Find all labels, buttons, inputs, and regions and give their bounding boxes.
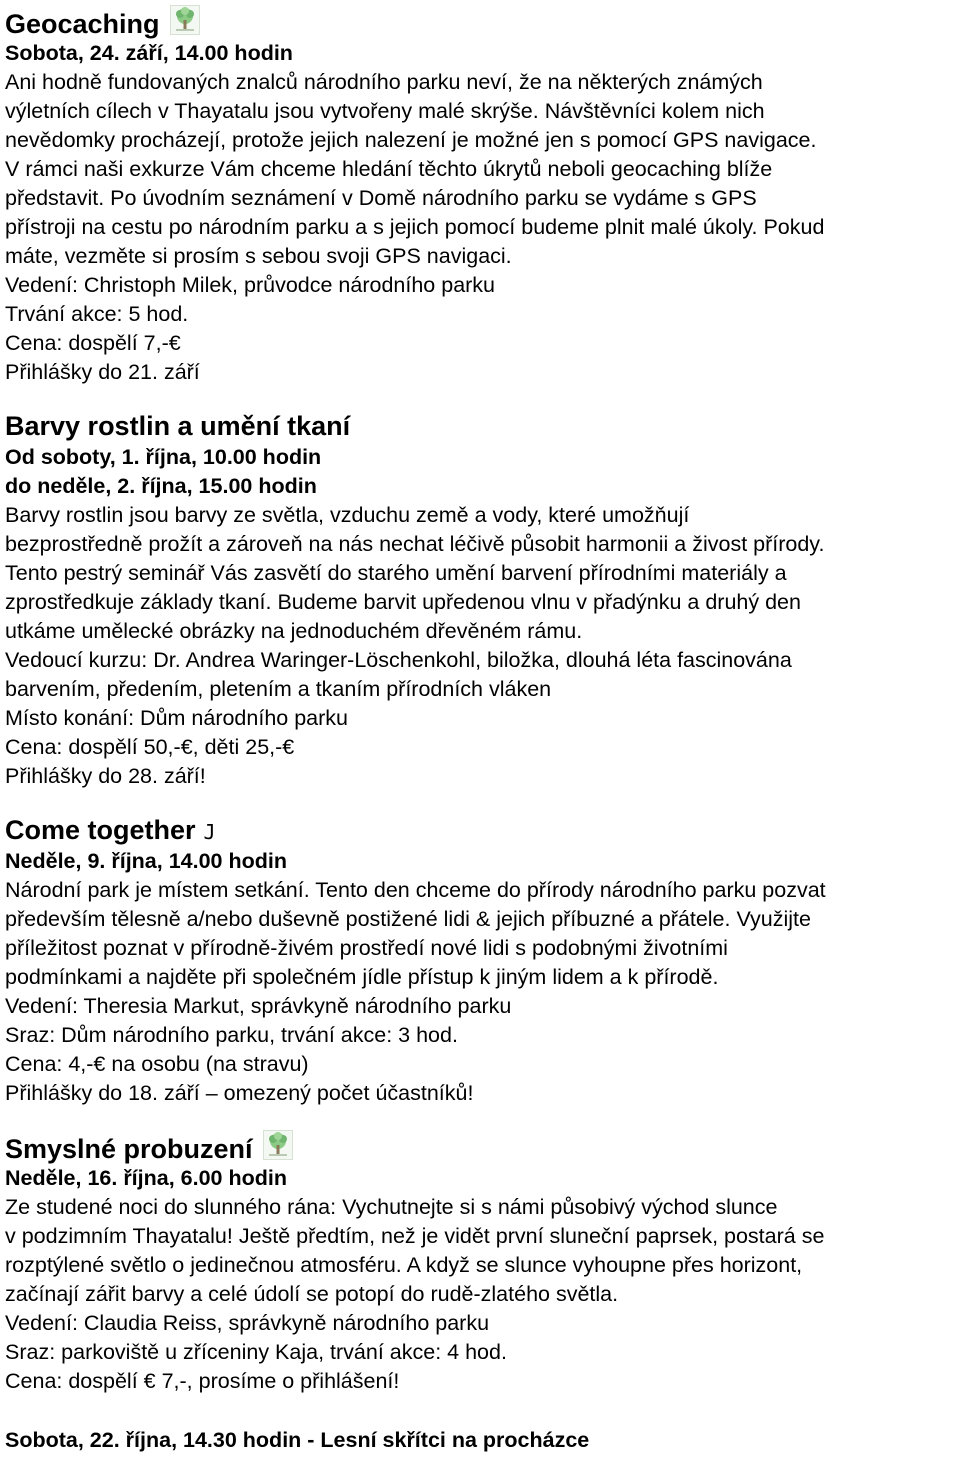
registration-line: Přihlášky do 28. září! xyxy=(5,764,206,788)
section-title-smyslne xyxy=(5,1130,960,1164)
tree-logo-icon xyxy=(170,5,200,35)
paragraph-line: přístroji na cestu po národním parku a s jejich pomocí budeme plnit malé úkoly. Pokud xyxy=(5,215,825,239)
title-text: Geocaching xyxy=(5,9,160,39)
paragraph-line: barvením, předením, pletením a tkaním přírodních vláken xyxy=(5,677,552,701)
section-smyslne xyxy=(5,1130,960,1396)
paragraph-line: výletních cílech v Thayatalu jsou vytvořeny malé skrýše. Návštěvníci kolem nich xyxy=(5,99,765,123)
document-page xyxy=(5,5,960,1455)
section-title-geocaching xyxy=(5,5,960,39)
registration-line: Přihlášky do 21. září xyxy=(5,360,200,384)
section-final xyxy=(5,1426,960,1455)
paragraph-line: v podzimním Thayatalu! Ještě předtím, než je vidět první sluneční paprsek, postará se xyxy=(5,1224,825,1248)
tree-logo-icon xyxy=(263,1130,293,1160)
leader-line: Vedení: Christoph Milek, průvodce národního parku xyxy=(5,273,496,297)
smiley-icon: J xyxy=(203,820,216,844)
paragraph-line: V rámci naši exkurze Vám chceme hledání těchto úkrytů neboli geocaching blíže xyxy=(5,157,773,181)
meeting-line: Sraz: Dům národního parku, trvání akce: 3 hod. xyxy=(5,1023,458,1047)
title-text: Come together xyxy=(5,815,196,845)
leader-line: Vedení: Theresia Markut, správkyně národního parku xyxy=(5,994,512,1018)
paragraph-line: máte, vezměte si prosím s sebou svoji GPS navigaci. xyxy=(5,244,512,268)
event-date: Neděle, 9. října, 14.00 hodin xyxy=(5,849,287,873)
registration-line: Přihlášky do 18. září – omezený počet účastníků! xyxy=(5,1081,474,1105)
event-date: Neděle, 16. října, 6.00 hodin xyxy=(5,1166,287,1190)
paragraph-line: příležitost poznat v přírodně-živém prostředí nové lidi s podobnými životními xyxy=(5,936,728,960)
paragraph-line: Barvy rostlin jsou barvy ze světla, vzduchu země a vody, které umožňují xyxy=(5,503,690,527)
duration-line: Trvání akce: 5 hod. xyxy=(5,302,189,326)
leader-line: Vedoucí kurzu: Dr. Andrea Waringer-Löschenkohl, biložka, dlouhá léta fascinována xyxy=(5,648,792,672)
event-date-from: Od soboty, 1. října, 10.00 hodin xyxy=(5,445,322,469)
price-line: Cena: dospělí 7,-€ xyxy=(5,331,181,355)
venue-line: Místo konání: Dům národního parku xyxy=(5,706,348,730)
leader-line: Vedení: Claudia Reiss, správkyně národního parku xyxy=(5,1311,490,1335)
section-come-together xyxy=(5,813,960,1108)
paragraph-line: utkáme umělecké obrázky na jednoduchém dřevěném rámu. xyxy=(5,619,583,643)
event-date: Sobota, 24. září, 14.00 hodin xyxy=(5,41,293,65)
paragraph-line: začínají zářit barvy a celé údolí se potopí do rudě-zlatého světla. xyxy=(5,1282,619,1306)
meeting-line: Sraz: parkoviště u zříceniny Kaja, trvání akce: 4 hod. xyxy=(5,1340,507,1364)
paragraph-line: představit. Po úvodním seznámení v Domě národního parku se vydáme s GPS xyxy=(5,186,757,210)
paragraph-line: Ani hodně fundovaných znalců národního parku neví, že na některých známých xyxy=(5,70,763,94)
section-barvy xyxy=(5,409,960,791)
paragraph-line: zprostředkuje základy tkaní. Budeme barvit upředenou vlnu v přadýnku a druhý den xyxy=(5,590,801,614)
event-date-title: Sobota, 22. října, 14.30 hodin - Lesní skřítci na procházce xyxy=(5,1428,590,1452)
paragraph-line: podmínkami a najděte při společném jídle přístup k jiným lidem a k přírodě. xyxy=(5,965,719,989)
event-date-to: do neděle, 2. října, 15.00 hodin xyxy=(5,474,317,498)
section-title-barvy: Barvy rostlin a umění tkaní xyxy=(5,411,351,441)
title-text: Smyslné probuzení xyxy=(5,1134,253,1164)
price-line: Cena: dospělí 50,-€, děti 25,-€ xyxy=(5,735,295,759)
paragraph-line: bezprostředně prožít a zároveň na nás nechat léčivě působit harmonii a živost přírody. xyxy=(5,532,825,556)
paragraph-line: Tento pestrý seminář Vás zasvětí do starého umění barvení přírodními materiály a xyxy=(5,561,787,585)
section-geocaching xyxy=(5,5,960,387)
price-line: Cena: 4,-€ na osobu (na stravu) xyxy=(5,1052,309,1076)
section-title-come-together xyxy=(5,813,960,847)
paragraph-line: především tělesně a/nebo duševně postižené lidi & jejich příbuzné a přátele. Využijte xyxy=(5,907,811,931)
price-line: Cena: dospělí € 7,-, prosíme o přihlášení! xyxy=(5,1369,400,1393)
paragraph-line: rozptýlené světlo o jedinečnou atmosféru. A když se slunce vyhoupne přes horizont, xyxy=(5,1253,803,1277)
paragraph-line: nevědomky procházejí, protože jejich nalezení je možné jen s pomocí GPS navigace. xyxy=(5,128,817,152)
paragraph-line: Ze studené noci do slunného rána: Vychutnejte si s námi působivý východ slunce xyxy=(5,1195,778,1219)
paragraph-line: Národní park je místem setkání. Tento den chceme do přírody národního parku pozvat xyxy=(5,878,826,902)
